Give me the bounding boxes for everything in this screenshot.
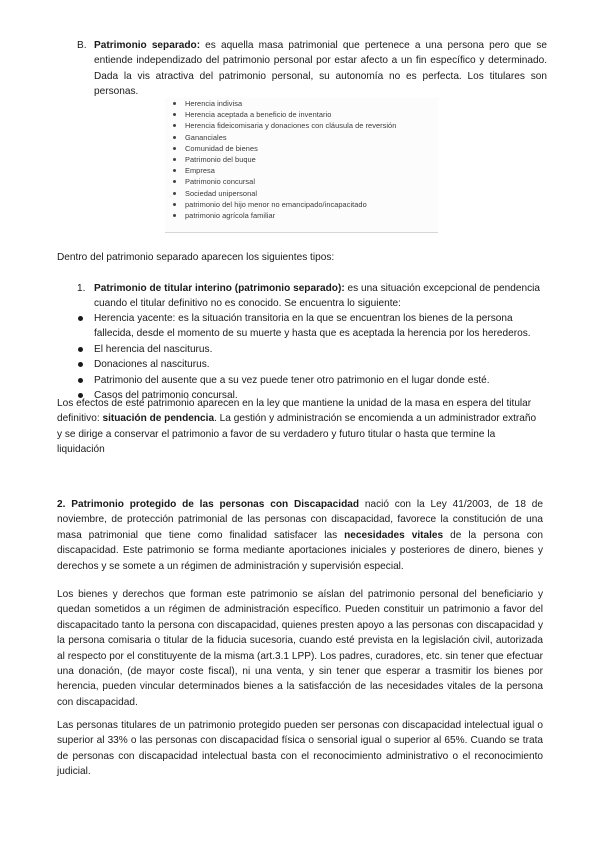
section-2-text-end: de la persona con discapacidad. Este patrimonio se forma mediante aportaciones iniciales y posteriores de dinero, bienes y derechos y se somete a un régimen de administración y supervisión especial. bbox=[57, 529, 543, 572]
separated-patrimony-list bbox=[165, 98, 438, 221]
item-1 bbox=[77, 281, 543, 312]
section-b-text: es aquella masa patrimonial que pertenece a una persona pero que se entiende independizado del patrimonio personal por estar afecto a un fin específico y determinado. Dada la vis atractiva del patrimonio personal, su autonomía no es perfecta. Los titulares son personas. bbox=[94, 40, 548, 98]
pendencia-text-end: . La gestión y administración se encomienda a un administrador extraño y se dirige a conservar el patrimonio a favor de su verdadero y futuro titular o hasta que termine la liquidación bbox=[57, 413, 537, 456]
bullet-item: Patrimonio del ausente que a su vez puede tener otro patrimonio en el lugar donde esté. bbox=[77, 373, 543, 388]
scanned-list-item: Patrimonio concursal bbox=[165, 176, 438, 187]
section-2-title: 2. Patrimonio protegido de las personas con Discapacidad bbox=[57, 499, 360, 510]
intro-paragraph: Dentro del patrimonio separado aparecen los siguientes tipos: bbox=[57, 252, 335, 263]
scanned-list-item: Herencia aceptada a beneficio de inventario bbox=[165, 109, 438, 120]
item-1-text: es una situación excepcional de pendencia cuando el titular definitivo no es conocido. Se encuentra lo siguiente: bbox=[94, 283, 540, 310]
bullet-item: El herencia del nasciturus. bbox=[77, 342, 543, 357]
scanned-list-item: Gananciales bbox=[165, 132, 438, 143]
scanned-list-item: Sociedad unipersonal bbox=[165, 188, 438, 199]
section-b-paragraph bbox=[77, 38, 547, 100]
bullet-item: Herencia yacente: es la situación transitoria en la que se encuentran los bienes de la persona fallecida, desde el momento de su muerte y hasta que es aceptada la herencia por los herederos. bbox=[77, 311, 543, 342]
scanned-list-item: Herencia fideicomisaria y donaciones con cláusula de reversión bbox=[165, 120, 438, 131]
scanned-list-item: Patrimonio del buque bbox=[165, 154, 438, 165]
section-b bbox=[77, 38, 547, 100]
scanned-list-item: Comunidad de bienes bbox=[165, 143, 438, 154]
scanned-list-item: patrimonio agrícola familiar bbox=[165, 210, 438, 221]
scanned-list-item: Herencia indivisa bbox=[165, 98, 438, 109]
pendencia-paragraph bbox=[57, 396, 543, 458]
scanned-list-item: patrimonio del hijo menor no emancipado/incapacitado bbox=[165, 199, 438, 210]
item-1-paragraph bbox=[77, 281, 543, 312]
bullet-item: Casos del patrimonio concursal. bbox=[77, 388, 543, 403]
bullet-item: Donaciones al nasciturus. bbox=[77, 357, 543, 372]
item-1-title: Patrimonio de titular interino (patrimonio separado): bbox=[94, 283, 345, 294]
pendencia-bold: situación de pendencia bbox=[102, 413, 215, 425]
section-2-text-start: nació con la Ley 41/2003, de 18 de noviembre, de protección patrimonial de las personas con discapacidad, favorece la constitución de una masa patrimonial que tiene como finalidad satisfacer las bbox=[57, 499, 543, 541]
section-2-bold-term: necesidades vitales bbox=[344, 529, 444, 541]
section-b-label: B. bbox=[77, 40, 87, 51]
bullet-list bbox=[77, 311, 543, 403]
section-2-paragraph bbox=[57, 497, 543, 574]
item-1-label: 1. bbox=[77, 283, 86, 294]
section-b-title: Patrimonio separado: bbox=[94, 40, 201, 51]
scanned-list-item: Empresa bbox=[165, 165, 438, 176]
pendencia-text-start: Los efectos de este patrimonio aparecen en la ley que mantiene la unidad de la masa en espera del titular definitivo: bbox=[57, 398, 532, 425]
bienes-paragraph: Los bienes y derechos que forman este patrimonio se aíslan del patrimonio personal del beneficiario y quedan sometidos a un régimen de administración específico. Pueden constituir un patrimonio a favor del discapacitado tanto la persona con discapacidad, quienes presten apoyo a las personas con discapacidad y la persona comisaria o titular de la fiducia sucesoria, cuando esté prevista en la legislación civil, autorizada al respecto por el constituyente de la misma (art.3.1 LPP). Los padres, curadores, etc. sin tener que efectuar una donación, (de mayor coste fiscal), ni una venta, y sin tener que esperar a trasmitir los bienes por herencia, pueden vincular determinados bienes a la satisfacción de las necesidades vitales de la persona con discapacidad. bbox=[57, 589, 543, 708]
titulares-paragraph: Las personas titulares de un patrimonio protegido pueden ser personas con discapacidad intelectual igual o superior al 33% o las personas con discapacidad física o sensorial igual o superior al 65%. Cuando se trata de personas con discapacidad intelectual basta con el reconocimiento administrativo o el reconocimiento judicial. bbox=[57, 720, 543, 778]
scanned-list-image bbox=[165, 98, 438, 233]
